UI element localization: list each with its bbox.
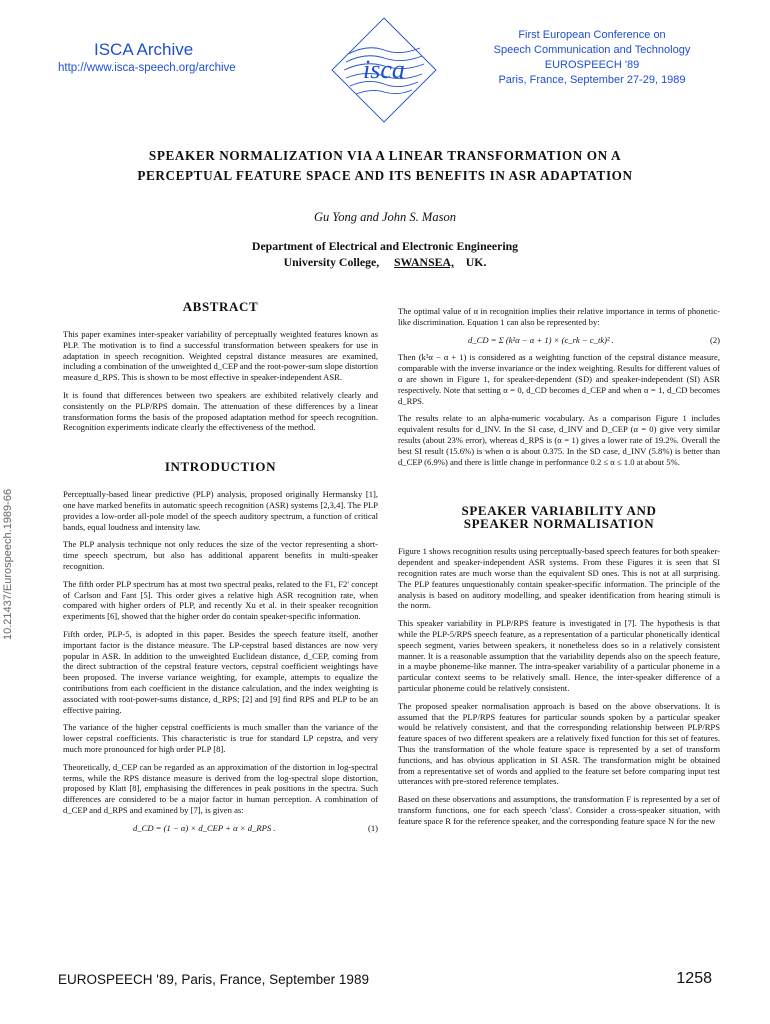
right-paragraph-2: Then (k²α − α + 1) is considered as a weighting function of the cepstral distance measure, comparable with the inverse invariance or the index weighting. Results for different values of α are shown in Figure 1, for speaker-dependent (SD) and speaker-independent (SI) ASR respectively. Note that setting α = 0, d_CD becomes d_CEP and when α = 1, d_CD becomes d_RPS. (398, 352, 720, 406)
intro-paragraph-1: Perceptually-based linear predictive (PLP) analysis, proposed originally Hermansky [1], one have marked benefits in automatic speech recognition (ASR) systems [2,3,4]. The PLP provides a low-order all-pole model of the speech auditory spectrum, a function of critical bands, equal loudness and intensity law. (63, 489, 378, 532)
right-paragraph-3: The results relate to an alpha-numeric vocabulary. As a comparison Figure 1 includes equivalent results for d_INV. In the SI case, d_INV and D_CEP (α = 0) give very similar results (about 23% error), whereas d_RPS is (α = 1) gives a lower rate of 19.2%. Overall the best SI result (15.6%) is when α is about 0.375. In the SD case, d_INV (5.8%) is better than d_CEP (6.9%) and there is little change in performance 0.2 ≤ α ≤ 1.0 at about 5%. (398, 413, 720, 467)
intro-paragraph-3: The fifth order PLP spectrum has at most two spectral peaks, related to the F1, F2' concept of Carlson and Fant [5]. This order gives a relative high ASR recognition rate, when compared with higher orders of PLP, and recently Xu et al. in their speaker recognition experiments [6], showed that the higher order do contain speaker-specific information. (63, 578, 378, 622)
paper-title-line-2: PERCEPTUAL FEATURE SPACE AND ITS BENEFITS IN ASR ADAPTATION (137, 168, 633, 183)
introduction-heading: INTRODUCTION (164, 459, 277, 475)
intro-paragraph-4: Fifth order, PLP-5, is adopted in this paper. Besides the speech feature itself, another important factor is the distance measure. The LP-cepstral based distances are now very popular in ASR. In addition to the unweighted Euclidean distance, d_CEP, coming from the direct subtraction of the cepstral feature vectors, cepstral coefficient weightings have been proposed. The inverse variance weighting, for example, attempts to equalize the contributions from each coefficient in the distance calculation, and the index weighting is associated with root-power-sums distance, d_RPS; [2] and [9] find RPS and PLP to be an effective pairing. (63, 628, 378, 715)
intro-paragraph-5: The variance of the higher cepstral coefficients is much smaller than the variance of the lower cepstral coefficients. This characteristic is true for standard LP cepstra, and very much more pronounced for high order PLP [8]. (63, 722, 378, 754)
archive-title: ISCA Archive (94, 40, 194, 59)
equation-1-number: (1) (367, 822, 378, 833)
page-number: 1258 (676, 970, 712, 987)
archive-url-link[interactable]: http://www.isca-speech.org/archive (58, 62, 236, 74)
abstract-paragraph-1: This paper examines inter-speaker variability of perceptually weighted features known as PLP. The motivation is to find a successful transformation between speakers for use in adaptation in speech recognition. Weighted cepstral distance measures are examined, including a combination of the unweighted d_CEP and the root-power-sum slope distortion measure d_RPS. This is shown to be most effective in speaker-independent ASR. (63, 329, 378, 383)
svg-text:isca: isca (363, 55, 405, 84)
paper-authors: Gu Yong and John S. Mason (314, 210, 456, 224)
conference-line-2: Speech Communication and Technology (493, 44, 691, 56)
affiliation-department: Department of Electrical and Electronic Engineering (251, 239, 519, 253)
abstract-heading: ABSTRACT (182, 299, 259, 314)
equation-1-formula: d_CD = (1 − α) × d_CEP + α × d_RPS . (133, 822, 276, 833)
equation-2-formula: d_CD = Σ (k²α − α + 1) × (c_rk − c_tk)² . (468, 334, 614, 345)
footer-conference: EUROSPEECH '89, Paris, France, September 1989 (58, 972, 369, 987)
speaker-heading-line-1: SPEAKER VARIABILITY AND (461, 503, 657, 519)
right-paragraph-5: This speaker variability in PLP/RPS feature is investigated in [7]. The hypothesis is that while the PLP-5/RPS speech feature, as a representation of a particular phonetically identical speech segment, varies between speakers, it nonetheless does so in a relatively consistent manner. It is a reasonable assumption that the variability depends also on the speech feature, in a maybe phoneme-like manner. The intra-speaker variability of a particular phoneme in a particular context seems to be relatively small. Hence, the inter-speaker difference of a particular phoneme could be relatively consistent. (398, 618, 720, 693)
affiliation-college: University College, (283, 255, 380, 269)
equation-2 (398, 335, 720, 346)
affiliation-country: UK. (465, 255, 487, 269)
paper-title-line-1: SPEAKER NORMALIZATION VIA A LINEAR TRANSFORMATION ON A (148, 148, 622, 163)
right-paragraph-7: Based on these observations and assumptions, the transformation F is represented by a set of transform functions, one for each speech 'class'. Consider a cross-speaker situation, with feature space R for the reference speaker, and the corresponding feature space N for the new (398, 794, 720, 826)
right-paragraph-6: The proposed speaker normalisation approach is based on the above observations. It is assumed that the PLP/RPS features for particular sounds spoken by a particular speaker would be relatively consistent, and that the corresponding relationship between PLP/RPS feature spaces of two different speakers are a relatively fixed function for this set of features. Thus the transformation of the whole feature space is represented by a set of transform functions, and has obvious application in SI ASR. The transformation might be obtained from a representative set of words and applied to the feature set before comparing input test utterances with pre-stored reference templates. (398, 700, 720, 787)
right-paragraph-4: Figure 1 shows recognition results using perceptually-based speech features for both speaker-dependent and speaker-independent ASR systems. From these Figures it is seen that SI recognition rates are much worse than the equivalent SD ones. This is not at all surprising. The PLP features unquestionably contain speaker-specific information. The principle of the analysis is based on auditory modelling, and speaker identification from hearing stimuli is the norm. (398, 546, 720, 611)
isca-logo (328, 14, 440, 126)
intro-paragraph-6: Theoretically, d_CEP can be regarded as an approximation of the distortion in log-spectral terms, while the RPS distance measure is derived from the log-spectral slope distortion, proposed by Klatt [8], emphasising the differences in peak positions in the spectra. Such differences are considered to be a major factor in human perception. A combination of d_CEP and d_RPS and examined by [7], is given as: (63, 761, 378, 815)
equation-2-number: (2) (709, 334, 720, 345)
affiliation (60, 238, 710, 270)
right-paragraph-1: The optimal value of α in recognition implies their relative importance in terms of phonetic-like discrimination. Equation 1 can also be represented by: (398, 306, 720, 327)
conference-line-1: First European Conference on (518, 29, 666, 41)
right-column (398, 306, 720, 833)
equation-1 (63, 823, 378, 834)
paper-title (60, 146, 710, 186)
conference-line-3: EUROSPEECH '89 (544, 59, 640, 71)
speaker-heading-line-2: SPEAKER NORMALISATION (463, 516, 655, 532)
conference-line-4: Paris, France, September 27-29, 1989 (498, 74, 686, 86)
abstract-paragraph-2: It is found that differences between two speakers are exhibited relatively clearly and consistently on the PLP/RPS domain. The attenuation of these differences by a linear transformation forms the basis of the proposed adaptation method for speech recognition. Recognition experiments indicate clearly the effectiveness of the method. (63, 389, 378, 433)
affiliation-city: SWANSEA, (393, 255, 454, 269)
speaker-variability-heading (398, 504, 720, 530)
conference-info (472, 28, 712, 88)
left-column (63, 300, 378, 840)
intro-paragraph-2: The PLP analysis technique not only reduces the size of the vector representing a short-time speech spectrum, but also has additional apparent benefits in multi-speaker recognition. (63, 539, 378, 571)
doi-sidebar: 10.21437/Eurospeech.1989-66 (2, 488, 14, 640)
